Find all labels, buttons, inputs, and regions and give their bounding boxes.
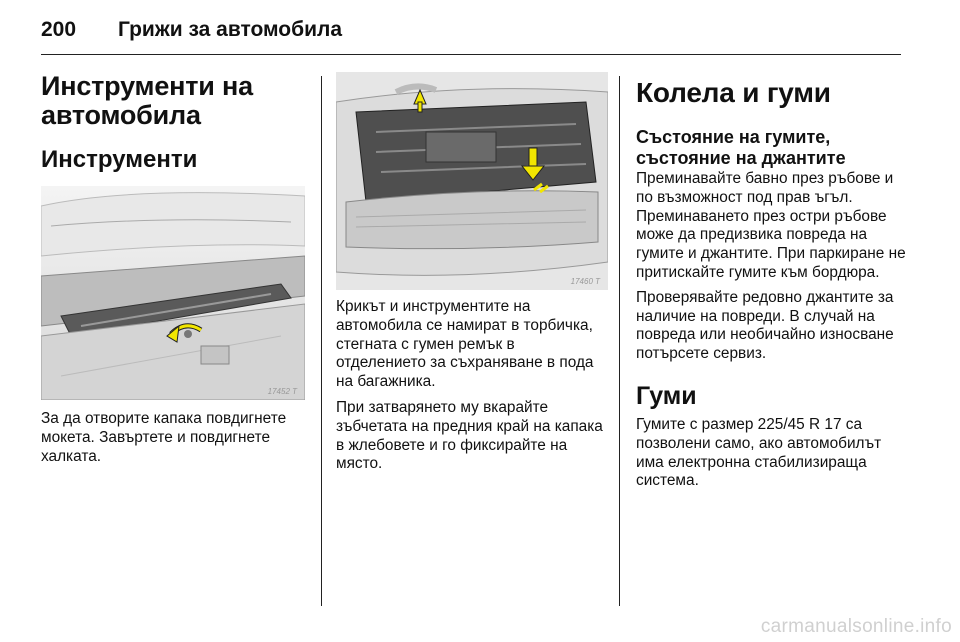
column-divider-1 — [321, 76, 322, 606]
figure-code: 17452 T — [267, 387, 297, 396]
figure-code: 17460 T — [570, 277, 600, 286]
running-title: Грижи за автомобила — [118, 18, 343, 41]
watermark: carmanualsonline.info — [760, 616, 952, 637]
storage-compartment-illustration — [336, 72, 608, 290]
subheading-tools: Инструменти — [41, 146, 198, 173]
rim-check-paragraph: Проверявайте редовно джантите за наличие на повреди. В случай на повреда или необичайно износване потърсете сервиз. — [636, 288, 894, 363]
column-2 — [336, 72, 608, 474]
trunk-floor-illustration — [41, 186, 305, 400]
jack-location-paragraph: Крикът и инструментите на автомобила се намират в торбичка, стегната с гумен ремък в отделението за съхраняване в пода на багажника. — [336, 298, 594, 391]
figure-storage-compartment — [336, 72, 608, 290]
column-1 — [41, 72, 313, 466]
section-heading-tyres: Гуми — [636, 381, 697, 410]
tyre-condition-paragraph: Преминавайте бавно през ръбове и по възможност под прав ъгъл. Преминаването през остри ръбове може да предизвика повреда на гумите и джантите. При паркиране не притискайте гумите към бордюра. — [636, 170, 906, 281]
figure-trunk-floor — [41, 186, 305, 400]
subheading-tyre-condition: Състояние на гумите, състояние на джантите — [636, 127, 846, 168]
tyres-paragraph: Гумите с размер 225/45 R 17 са позволени само, ако автомобилът има електронна стабилизираща система. — [636, 415, 882, 490]
closing-instructions-paragraph: При затварянето му вкарайте зъбчетата на предния край на капака в жлебовете и го фиксирайте на място. — [336, 398, 603, 473]
column-3 — [636, 72, 908, 491]
page-header — [41, 14, 921, 48]
column-divider-2 — [619, 76, 620, 606]
section-heading-wheels-tyres: Колела и гуми — [636, 77, 831, 108]
page-number: 200 — [41, 18, 77, 41]
header-rule — [41, 54, 901, 55]
section-heading-tools: Инструменти на автомобила — [41, 71, 253, 130]
tools-paragraph: За да отворите капака повдигнете мокета. Завъртете и повдигнете халката. — [41, 410, 287, 465]
